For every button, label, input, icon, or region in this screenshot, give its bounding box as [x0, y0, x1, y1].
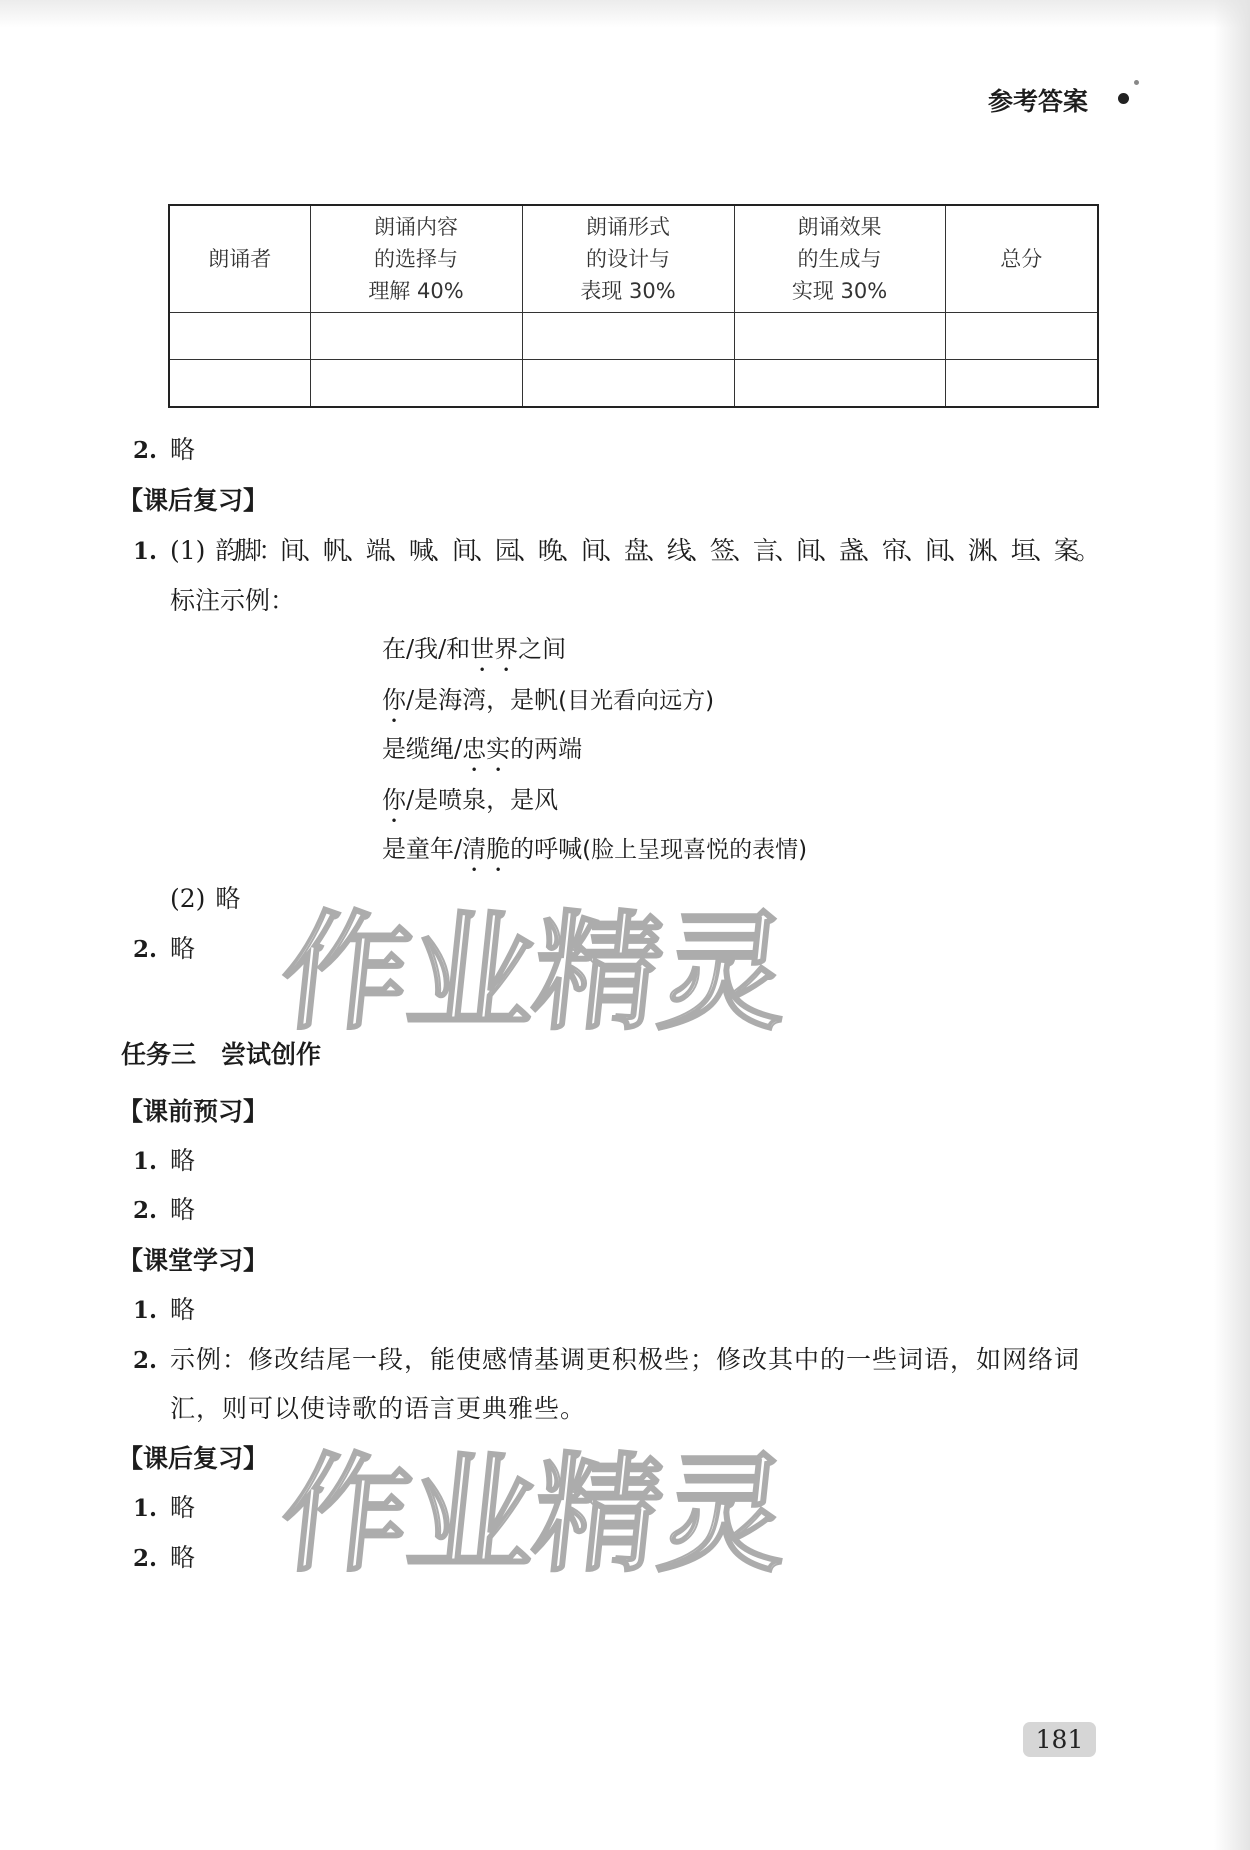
sub-item-number: (2) — [170, 884, 206, 913]
item-text: 略 — [170, 1195, 196, 1224]
header-cell-line: 朗诵者 — [208, 247, 272, 271]
section-heading-review: 【课后复习】 — [118, 486, 269, 515]
table-cell — [734, 313, 945, 360]
header-cell-content — [310, 205, 522, 313]
poem-text: 之间 — [518, 635, 567, 663]
item-number: 2. — [133, 1545, 158, 1572]
table-cell — [522, 313, 734, 360]
item-text: 略 — [170, 435, 196, 464]
header-cell-total — [945, 205, 1098, 313]
table-cell — [945, 360, 1098, 408]
stressed-text: 世界 — [470, 635, 519, 663]
answer-item — [133, 1493, 195, 1524]
item-text: 韵脚：间、帆、端、喊、间、园、晚、间、盘、线、签、言、间、盏、帘、间、渊、垣、案。 — [215, 536, 1097, 565]
item-text: 略 — [170, 1543, 196, 1572]
item-number: 2. — [133, 1197, 158, 1224]
stressed-text: 清脆 — [462, 835, 511, 863]
table-header-row — [169, 205, 1098, 313]
answer-item — [133, 1146, 195, 1177]
table-cell — [734, 360, 945, 408]
item-text: 汇，则可以使诗歌的语言更典雅些。 — [170, 1394, 587, 1423]
header-cell-form — [522, 205, 734, 313]
item-text: 示例：修改结尾一段，能使感情基调更积极些；修改其中的一些词语，如网络词 — [170, 1345, 1081, 1374]
table-cell — [310, 360, 522, 408]
performance-note: (脸上呈现喜悦的表情) — [582, 837, 808, 863]
table-cell — [169, 360, 310, 408]
header-cell-reciter — [169, 205, 310, 313]
item-text: 略 — [215, 884, 241, 913]
answer-item — [133, 435, 195, 466]
poem-line — [382, 634, 566, 677]
item-text: 略 — [170, 934, 196, 963]
table-row — [169, 313, 1098, 360]
section-heading-review: 【课后复习】 — [118, 1444, 269, 1473]
header-cell-line: 总分 — [1000, 247, 1043, 271]
answer-item — [133, 536, 1097, 567]
poem-line — [382, 785, 558, 828]
poem-text: 在/我/和 — [382, 635, 471, 663]
item-number: 2. — [133, 1347, 158, 1374]
sub-item-number: (1) — [170, 536, 206, 565]
item-number: 1. — [133, 1495, 158, 1522]
page-number: 181 — [1023, 1722, 1096, 1757]
answer-item — [133, 1345, 1080, 1376]
item-number: 2. — [133, 936, 158, 963]
poem-line — [382, 834, 807, 877]
watermark: 作业精灵 — [274, 899, 794, 1048]
header-cell-line: 朗诵内容 — [374, 215, 458, 239]
task-title: 任务三 尝试创作 — [121, 1040, 322, 1069]
scan-shadow-top — [0, 0, 1250, 28]
header-cell-line: 朗诵效果 — [797, 215, 882, 239]
header-cell-line: 表现 30% — [580, 279, 676, 303]
recitation-score-table — [168, 204, 1099, 408]
table-cell — [169, 313, 310, 360]
scan-shadow-right — [1214, 0, 1250, 1850]
performance-note: (目光看向远方) — [558, 688, 715, 714]
item-number: 1. — [133, 1148, 158, 1175]
section-heading-preview: 【课前预习】 — [118, 1097, 269, 1126]
answer-item — [133, 1295, 195, 1326]
poem-line — [382, 685, 714, 728]
header-cell-effect — [734, 205, 945, 313]
watermark: 作业精灵 — [274, 1441, 794, 1590]
item-text: 略 — [170, 1493, 196, 1522]
header-cell-line: 的设计与 — [586, 247, 670, 271]
item-text: 略 — [170, 1146, 196, 1175]
header-small-dot-icon — [1134, 80, 1139, 85]
stressed-text: 你 — [382, 686, 406, 714]
stressed-text: 忠实 — [462, 735, 511, 763]
answer-subitem — [170, 884, 240, 914]
header-cell-line: 的生成与 — [797, 247, 882, 271]
item-text: 略 — [170, 1295, 196, 1324]
poem-text: 的呼喊 — [510, 835, 583, 863]
example-label: 标注示例： — [170, 586, 296, 615]
item-number: 1. — [133, 538, 158, 565]
table-cell — [522, 360, 734, 408]
poem-text: /是喷泉，是风 — [406, 786, 559, 814]
header-cell-line: 的选择与 — [374, 247, 458, 271]
answer-item — [133, 1195, 195, 1226]
poem-text: 是童年/ — [382, 835, 463, 863]
table-cell — [310, 313, 522, 360]
poem-line — [382, 734, 582, 777]
running-header-title: 参考答案 — [988, 87, 1089, 116]
header-dot-icon — [1118, 93, 1129, 104]
poem-text: 的两端 — [510, 735, 583, 763]
header-cell-line: 理解 40% — [368, 279, 464, 303]
table-cell — [945, 313, 1098, 360]
answer-item — [133, 1543, 195, 1574]
header-cell-line: 朗诵形式 — [586, 215, 670, 239]
section-heading-classwork: 【课堂学习】 — [118, 1246, 269, 1275]
item-number: 2. — [133, 437, 158, 464]
poem-text: 是缆绳/ — [382, 735, 463, 763]
table-row — [169, 360, 1098, 408]
poem-text: /是海湾，是帆 — [406, 686, 559, 714]
item-text-continuation — [170, 1394, 586, 1424]
answer-item — [133, 934, 195, 965]
item-number: 1. — [133, 1297, 158, 1324]
header-cell-line: 实现 30% — [791, 279, 888, 303]
stressed-text: 你 — [382, 786, 406, 814]
